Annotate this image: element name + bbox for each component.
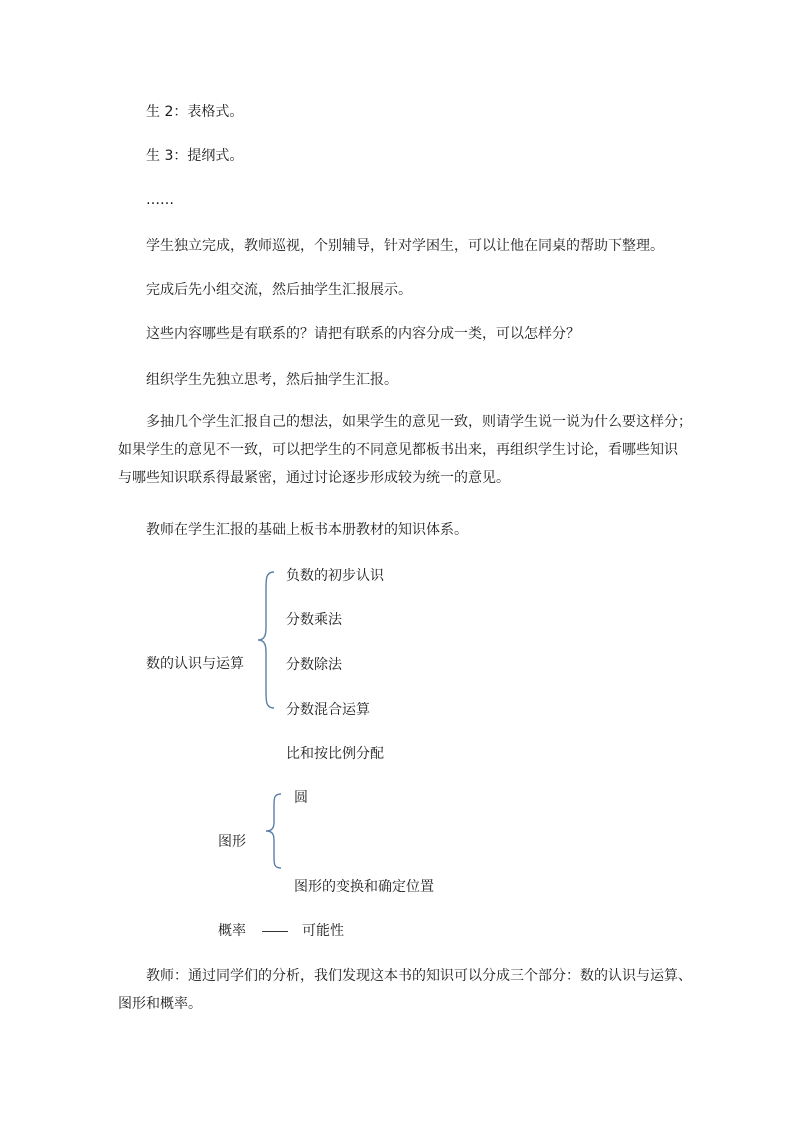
paragraph-line: 多抽几个学生汇报自己的想法，如果学生的意见一致，则请学生说一说为什么要这样分； xyxy=(146,414,692,430)
line-student-3: 生 3：提纲式。 xyxy=(146,148,244,164)
paragraph-line: 如果学生的意见不一致，可以把学生的不同意见都板书出来，再组织学生讨论，看哪些知识 xyxy=(118,442,678,458)
tree-item: 圆 xyxy=(294,790,308,806)
tree-item: 分数除法 xyxy=(286,657,342,673)
tree-group-label: 数的认识与运算 xyxy=(146,656,244,672)
line-ellipsis: …… xyxy=(146,192,174,208)
paragraph-closing xyxy=(118,962,692,1018)
dash-connector xyxy=(262,931,288,932)
line-think-report: 组织学生先独立思考，然后抽学生汇报。 xyxy=(146,372,398,388)
tree-item: 负数的初步认识 xyxy=(286,568,384,584)
tree-group-label: 图形 xyxy=(218,834,246,850)
paragraph-line: 与哪些知识联系得最紧密，通过讨论逐步形成较为统一的意见。 xyxy=(118,470,510,486)
tree-item: 比和按比例分配 xyxy=(286,746,384,762)
tree-item: 分数乘法 xyxy=(286,612,342,628)
paragraph-line: 图形和概率。 xyxy=(118,996,202,1012)
tree-item: 分数混合运算 xyxy=(286,702,370,718)
line-student-2: 生 2：表格式。 xyxy=(146,104,244,120)
paragraph-line: 教师：通过同学们的分析，我们发现这本书的知识可以分成三个部分：数的认识与运算、 xyxy=(146,968,692,984)
tree-item: 图形的变换和确定位置 xyxy=(294,879,434,895)
curly-brace-icon xyxy=(256,570,280,710)
paragraph-discussion xyxy=(118,408,692,492)
tree-group-label: 概率 xyxy=(218,923,246,939)
tree-item: 可能性 xyxy=(302,923,344,939)
line-question: 这些内容哪些是有联系的？请把有联系的内容分成一类，可以怎样分？ xyxy=(146,326,580,342)
line-group-exchange: 完成后先小组交流，然后抽学生汇报展示。 xyxy=(146,282,412,298)
line-board-writing: 教师在学生汇报的基础上板书本册教材的知识体系。 xyxy=(146,522,468,538)
line-independent-work: 学生独立完成，教师巡视，个别辅导，针对学困生，可以让他在同桌的帮助下整理。 xyxy=(146,238,664,254)
curly-brace-icon xyxy=(264,792,286,870)
